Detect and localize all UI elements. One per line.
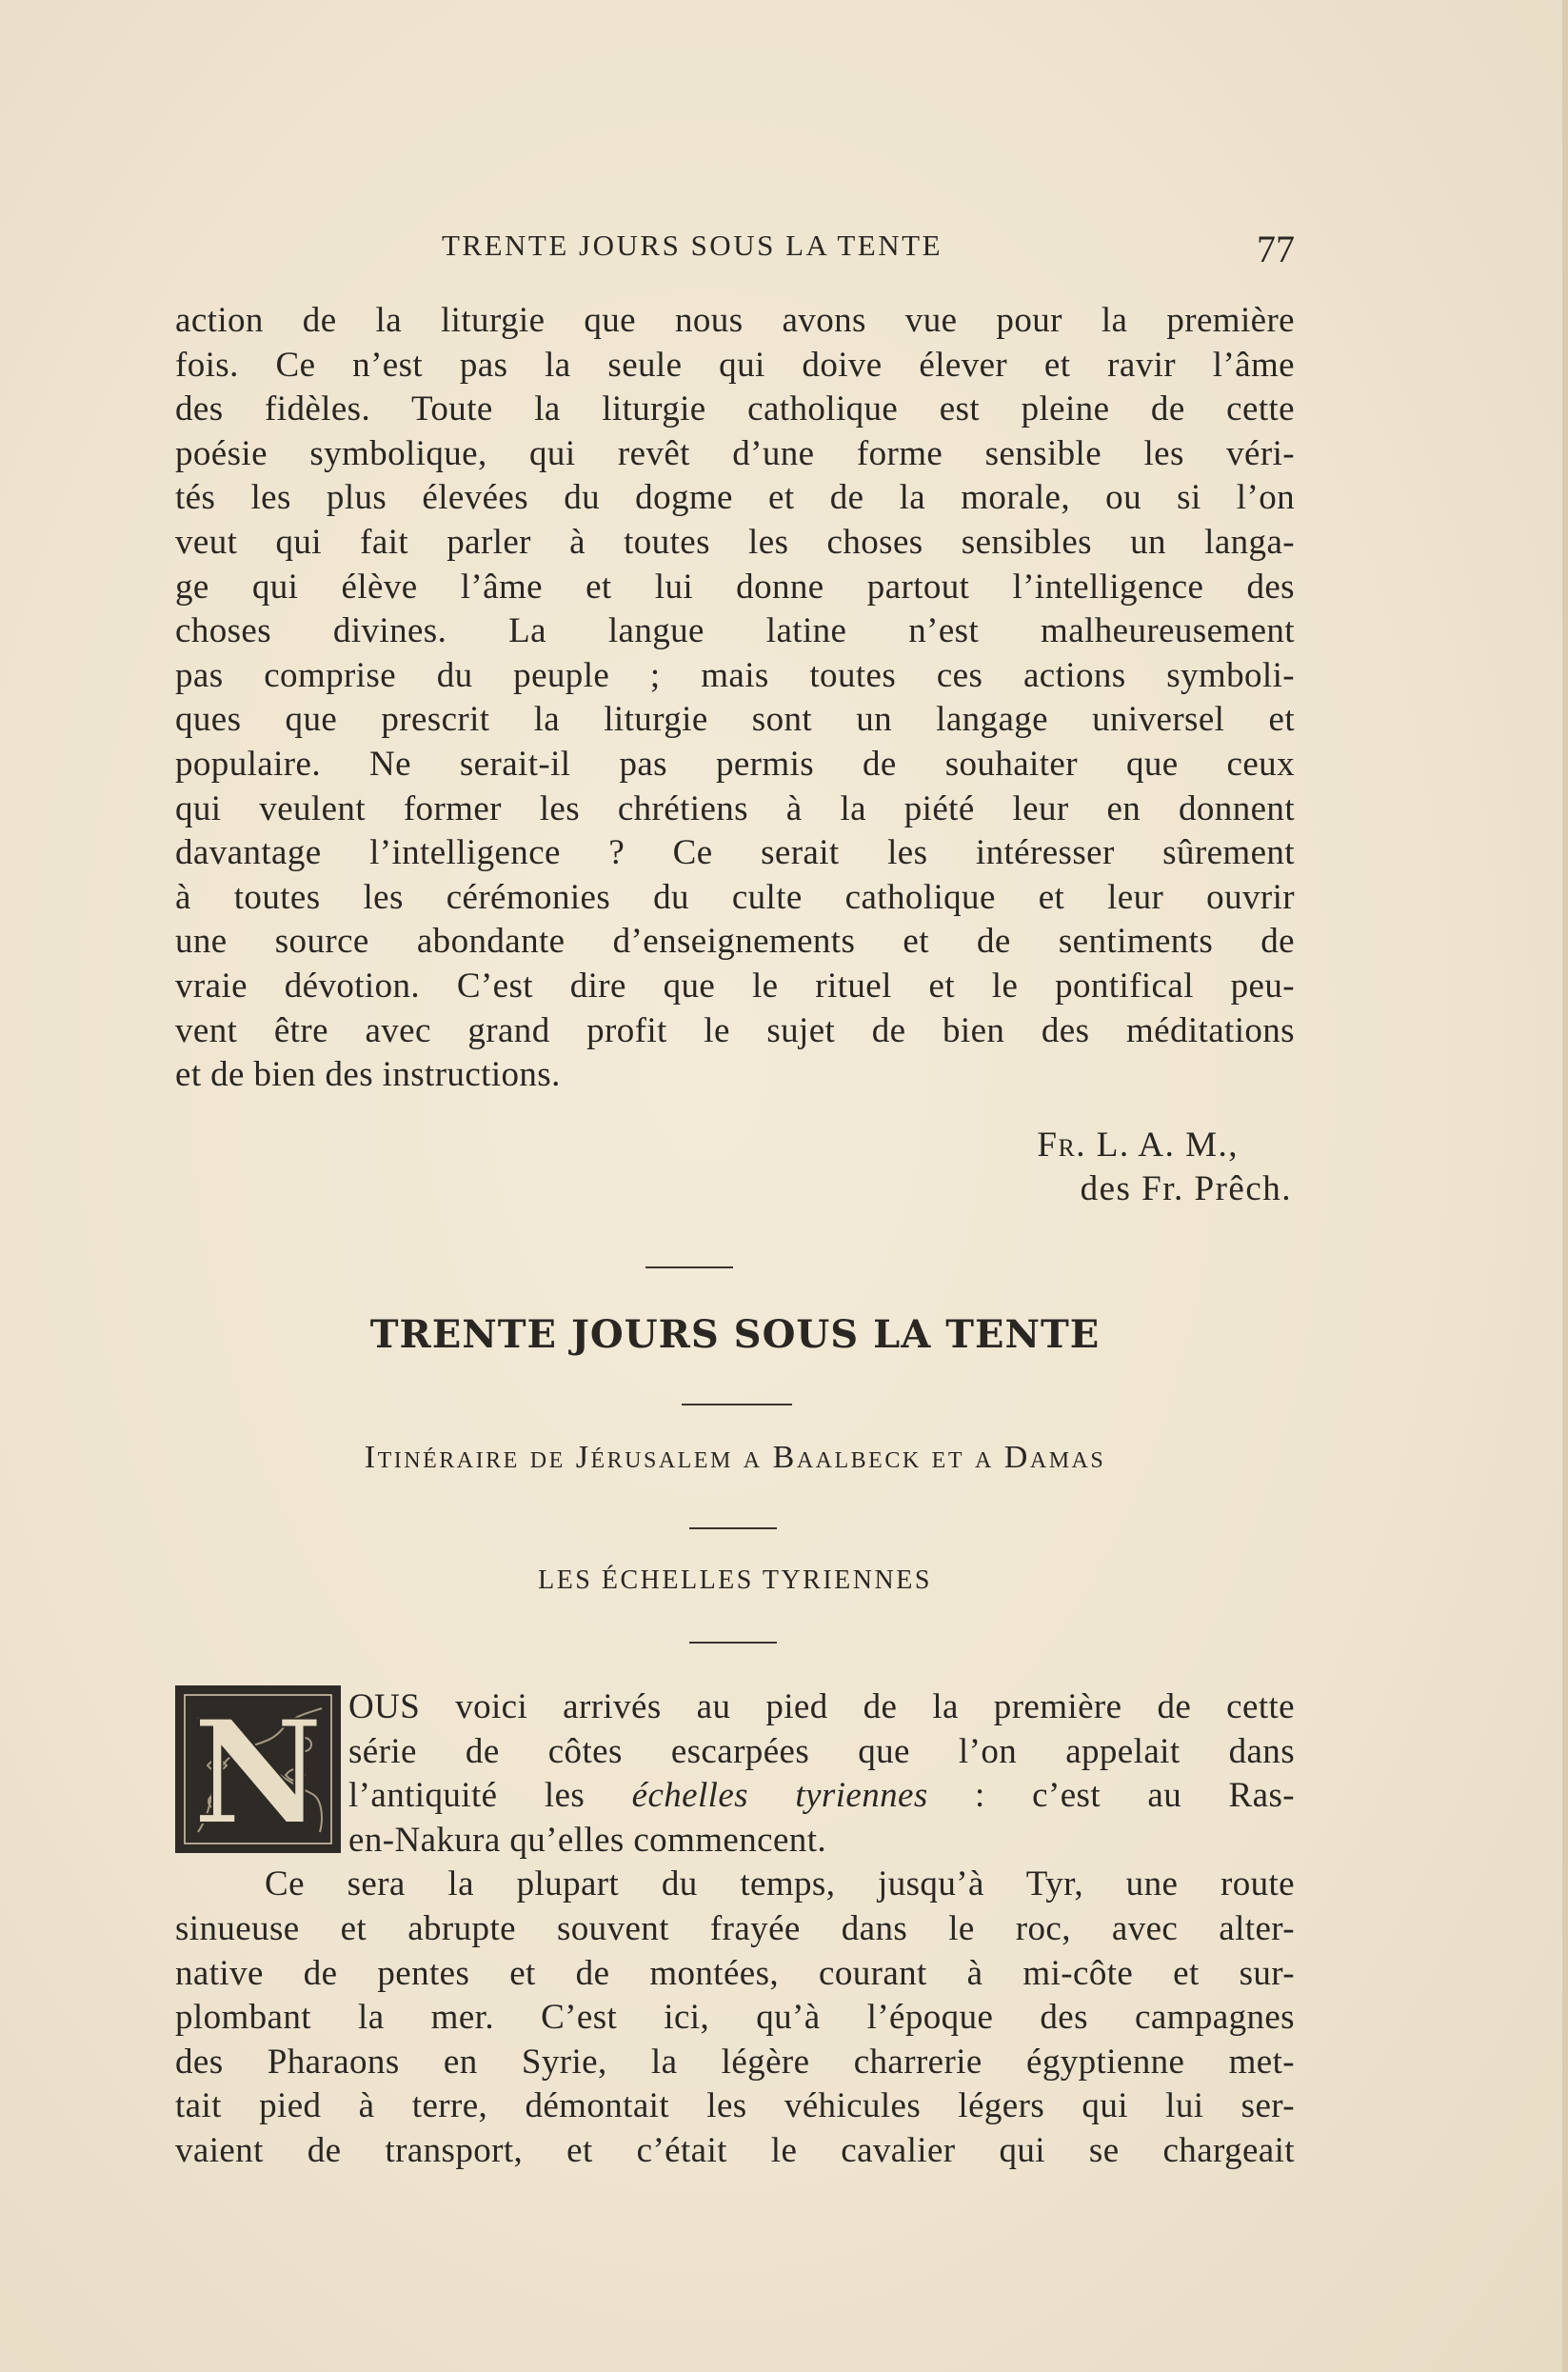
text-line: vraie dévotion. C’est dire que le rituel et le pontifical peu- [175, 966, 1295, 1006]
signature-name: Fr. L. A. M., [1037, 1126, 1239, 1165]
text-line: vaient de transport, et c’était le cavalier qui se chargeait [175, 2130, 1295, 2170]
text-line: des fidèles. Toute la liturgie catholique est pleine de cette [175, 389, 1295, 429]
text-line: ge qui élève l’âme et lui donne partout l’intelligence des [175, 567, 1295, 607]
page-edge [1562, 0, 1568, 2372]
text-line: des Pharaons en Syrie, la légère charrerie égyptienne met- [175, 2042, 1295, 2082]
italic-term: échelles tyriennes [631, 1776, 928, 1816]
text-line: série de côtes escarpées que l’on appelait dans [348, 1731, 1295, 1771]
signature [1037, 1124, 1292, 1211]
text-line: et de bien des instructions. [175, 1055, 561, 1095]
text-line: qui veulent former les chrétiens à la piété leur en donnent [175, 788, 1295, 828]
text-line: fois. Ce n’est pas la seule qui doive élever et ravir l’âme [175, 345, 1295, 385]
running-head [175, 227, 1295, 274]
page-number: 77 [1257, 228, 1295, 270]
drop-cap-letter: N [192, 1689, 324, 1849]
text-line: une source abondante d’enseignements et de sentiments de [175, 922, 1295, 962]
paragraph-echelles [175, 1685, 1295, 2174]
text-line: en-Nakura qu’elles commencent. [348, 1820, 827, 1860]
text-line: pas comprise du peuple ; mais toutes ces actions symboli- [175, 655, 1295, 695]
text-line: OUS voici arrivés au pied de la première de cette [348, 1687, 1295, 1726]
text-line: à toutes les cérémonies du culte catholique et leur ouvrir [175, 877, 1295, 917]
text-line: tés les plus élevées du dogme et de la morale, ou si l’on [175, 478, 1295, 518]
text-line: populaire. Ne serait-il pas permis de souhaiter que ceux [175, 744, 1295, 784]
text-line: tait pied à terre, démontait les véhicules légers qui lui ser- [175, 2086, 1295, 2126]
paragraph-liturgy [175, 299, 1295, 1098]
section-rule [689, 1642, 777, 1644]
text-segment: : c’est au Ras- [927, 1776, 1295, 1816]
text-line: plombant la mer. C’est ici, qu’à l’époque des campagnes [175, 1998, 1295, 2038]
text-line: Ce sera la plupart du temps, jusqu’à Tyr, une route [265, 1864, 1295, 1904]
text-segment: l’antiquité les [348, 1776, 632, 1816]
text-line: sinueuse et abrupte souvent frayée dans le roc, avec alter- [175, 1908, 1295, 1948]
text-line: davantage l’intelligence ? Ce serait les intéresser sûrement [175, 833, 1295, 873]
article-subtitle: Itinéraire de Jérusalem a Baalbeck et a Damas [364, 1440, 1106, 1475]
section-title: LES ÉCHELLES TYRIENNES [538, 1565, 932, 1595]
article-title: TRENTE JOURS SOUS LA TENTE [369, 1312, 1101, 1357]
text-line: action de la liturgie que nous avons vue pour la première [175, 301, 1295, 340]
text-line: ques que prescrit la liturgie sont un langage universel et [175, 700, 1295, 740]
separator-rule [645, 1266, 733, 1268]
text-line: vent être avec grand profit le sujet de bien des méditations [175, 1010, 1295, 1050]
text-line: choses divines. La langue latine n’est malheureusement [175, 611, 1295, 651]
running-head-title: TRENTE JOURS SOUS LA TENTE [442, 229, 943, 262]
text-line: veut qui fait parler à toutes les choses sensibles un langa- [175, 522, 1295, 562]
text-line [348, 1774, 1295, 1819]
text-line: poésie symbolique, qui revêt d’une forme sensible les véri- [175, 433, 1295, 473]
title-underline [682, 1404, 792, 1405]
subtitle-rule [689, 1527, 777, 1529]
text-line: native de pentes et de montées, courant à mi-côte et sur- [175, 1953, 1295, 1993]
signature-order: des Fr. Prêch. [1080, 1169, 1292, 1208]
